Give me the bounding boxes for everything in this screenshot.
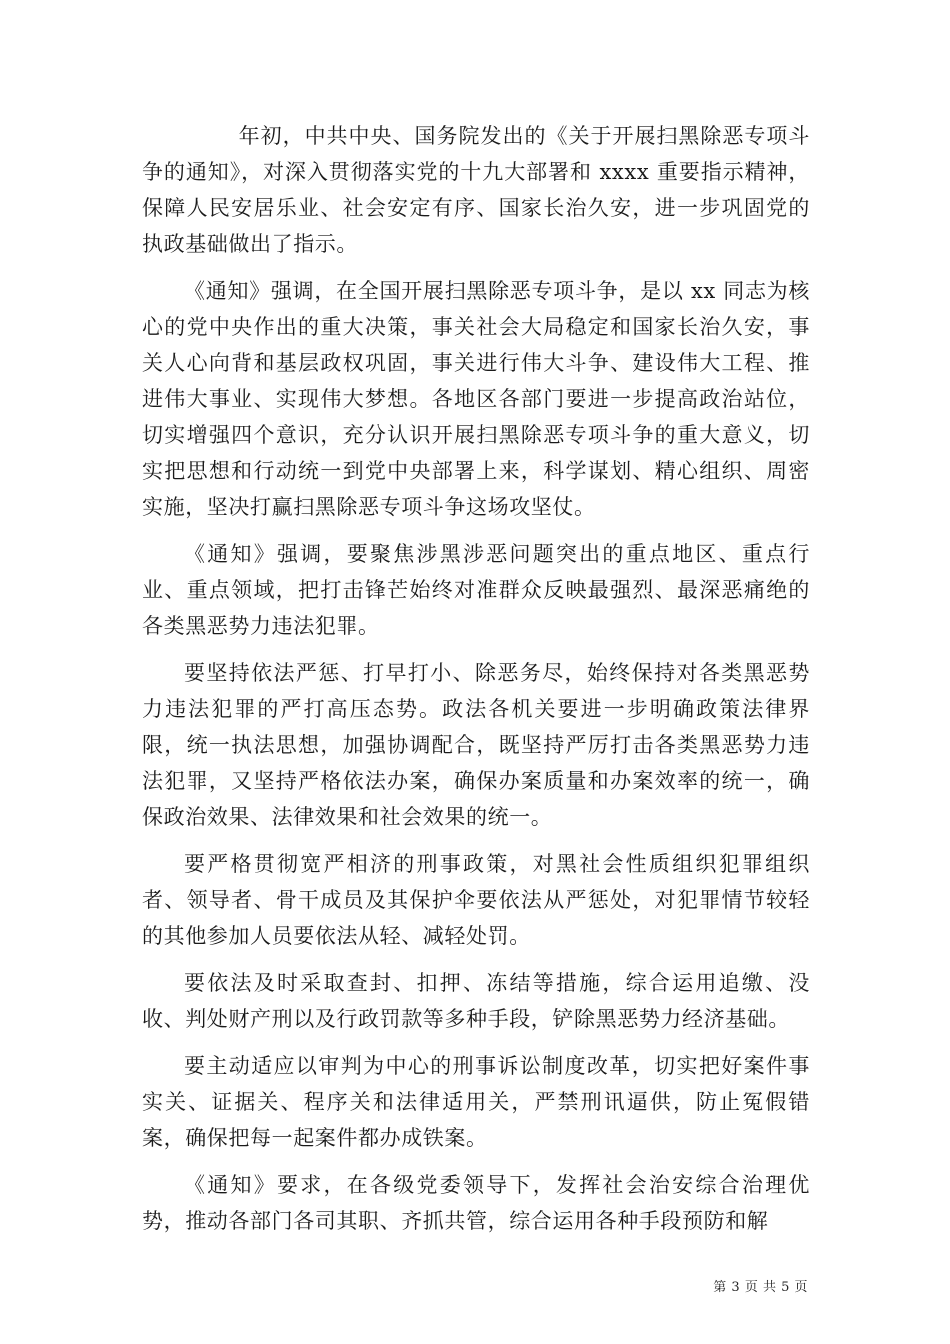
paragraph-3: 《通知》强调，要聚焦涉黑涉恶问题突出的重点地区、重点行业、重点领域，把打击锋芒始终对准群众反映最强烈、最深恶痛绝的各类黑恶势力违法犯罪。 [142, 542, 810, 638]
document-body [142, 118, 810, 1250]
paragraph-5: 要严格贯彻宽严相济的刑事政策，对黑社会性质组织犯罪组织者、领导者、骨干成员及其保护伞要依法从严惩处，对犯罪情节较轻的其他参加人员要依法从轻、减轻处罚。 [142, 852, 810, 948]
paragraph-2: 《通知》强调，在全国开展扫黑除恶专项斗争，是以 xx 同志为核心的党中央作出的重大决策，事关社会大局稳定和国家长治久安，事关人心向背和基层政权巩固，事关进行伟大斗争、建设伟大工程、推进伟大事业、实现伟大梦想。各地区各部门要进一步提高政治站位，切实增强四个意识，充分认识开展扫黑除恶专项斗争的重大意义，切实把思想和行动统一到党中央部署上来，科学谋划、精心组织、周密实施，坚决打赢扫黑除恶专项斗争这场攻坚仗。 [142, 279, 810, 519]
page-number-footer: 第 3 页 共 5 页 [713, 1280, 808, 1295]
paragraph-8: 《通知》要求，在各级党委领导下，发挥社会治安综合治理优势，推动各部门各司其职、齐抓共管，综合运用各种手段预防和解 [142, 1173, 810, 1233]
paragraph-4: 要坚持依法严惩、打早打小、除恶务尽，始终保持对各类黑恶势力违法犯罪的严打高压态势。政法各机关要进一步明确政策法律界限，统一执法思想，加强协调配合，既坚持严厉打击各类黑恶势力违法犯罪，又坚持严格依法办案，确保办案质量和办案效率的统一，确保政治效果、法律效果和社会效果的统一。 [142, 661, 810, 829]
paragraph-7: 要主动适应以审判为中心的刑事诉讼制度改革，切实把好案件事实关、证据关、程序关和法律适用关，严禁刑讯逼供，防止冤假错案，确保把每一起案件都办成铁案。 [142, 1054, 810, 1150]
paragraph-1: 年初，中共中央、国务院发出的《关于开展扫黑除恶专项斗争的通知》，对深入贯彻落实党的十九大部署和 xxxx 重要指示精神，保障人民安居乐业、社会安定有序、国家长治久安，进一步巩固党的执政基础做出了指示。 [142, 124, 810, 256]
paragraph-6: 要依法及时采取查封、扣押、冻结等措施，综合运用追缴、没收、判处财产刑以及行政罚款等多种手段，铲除黑恶势力经济基础。 [142, 971, 810, 1031]
